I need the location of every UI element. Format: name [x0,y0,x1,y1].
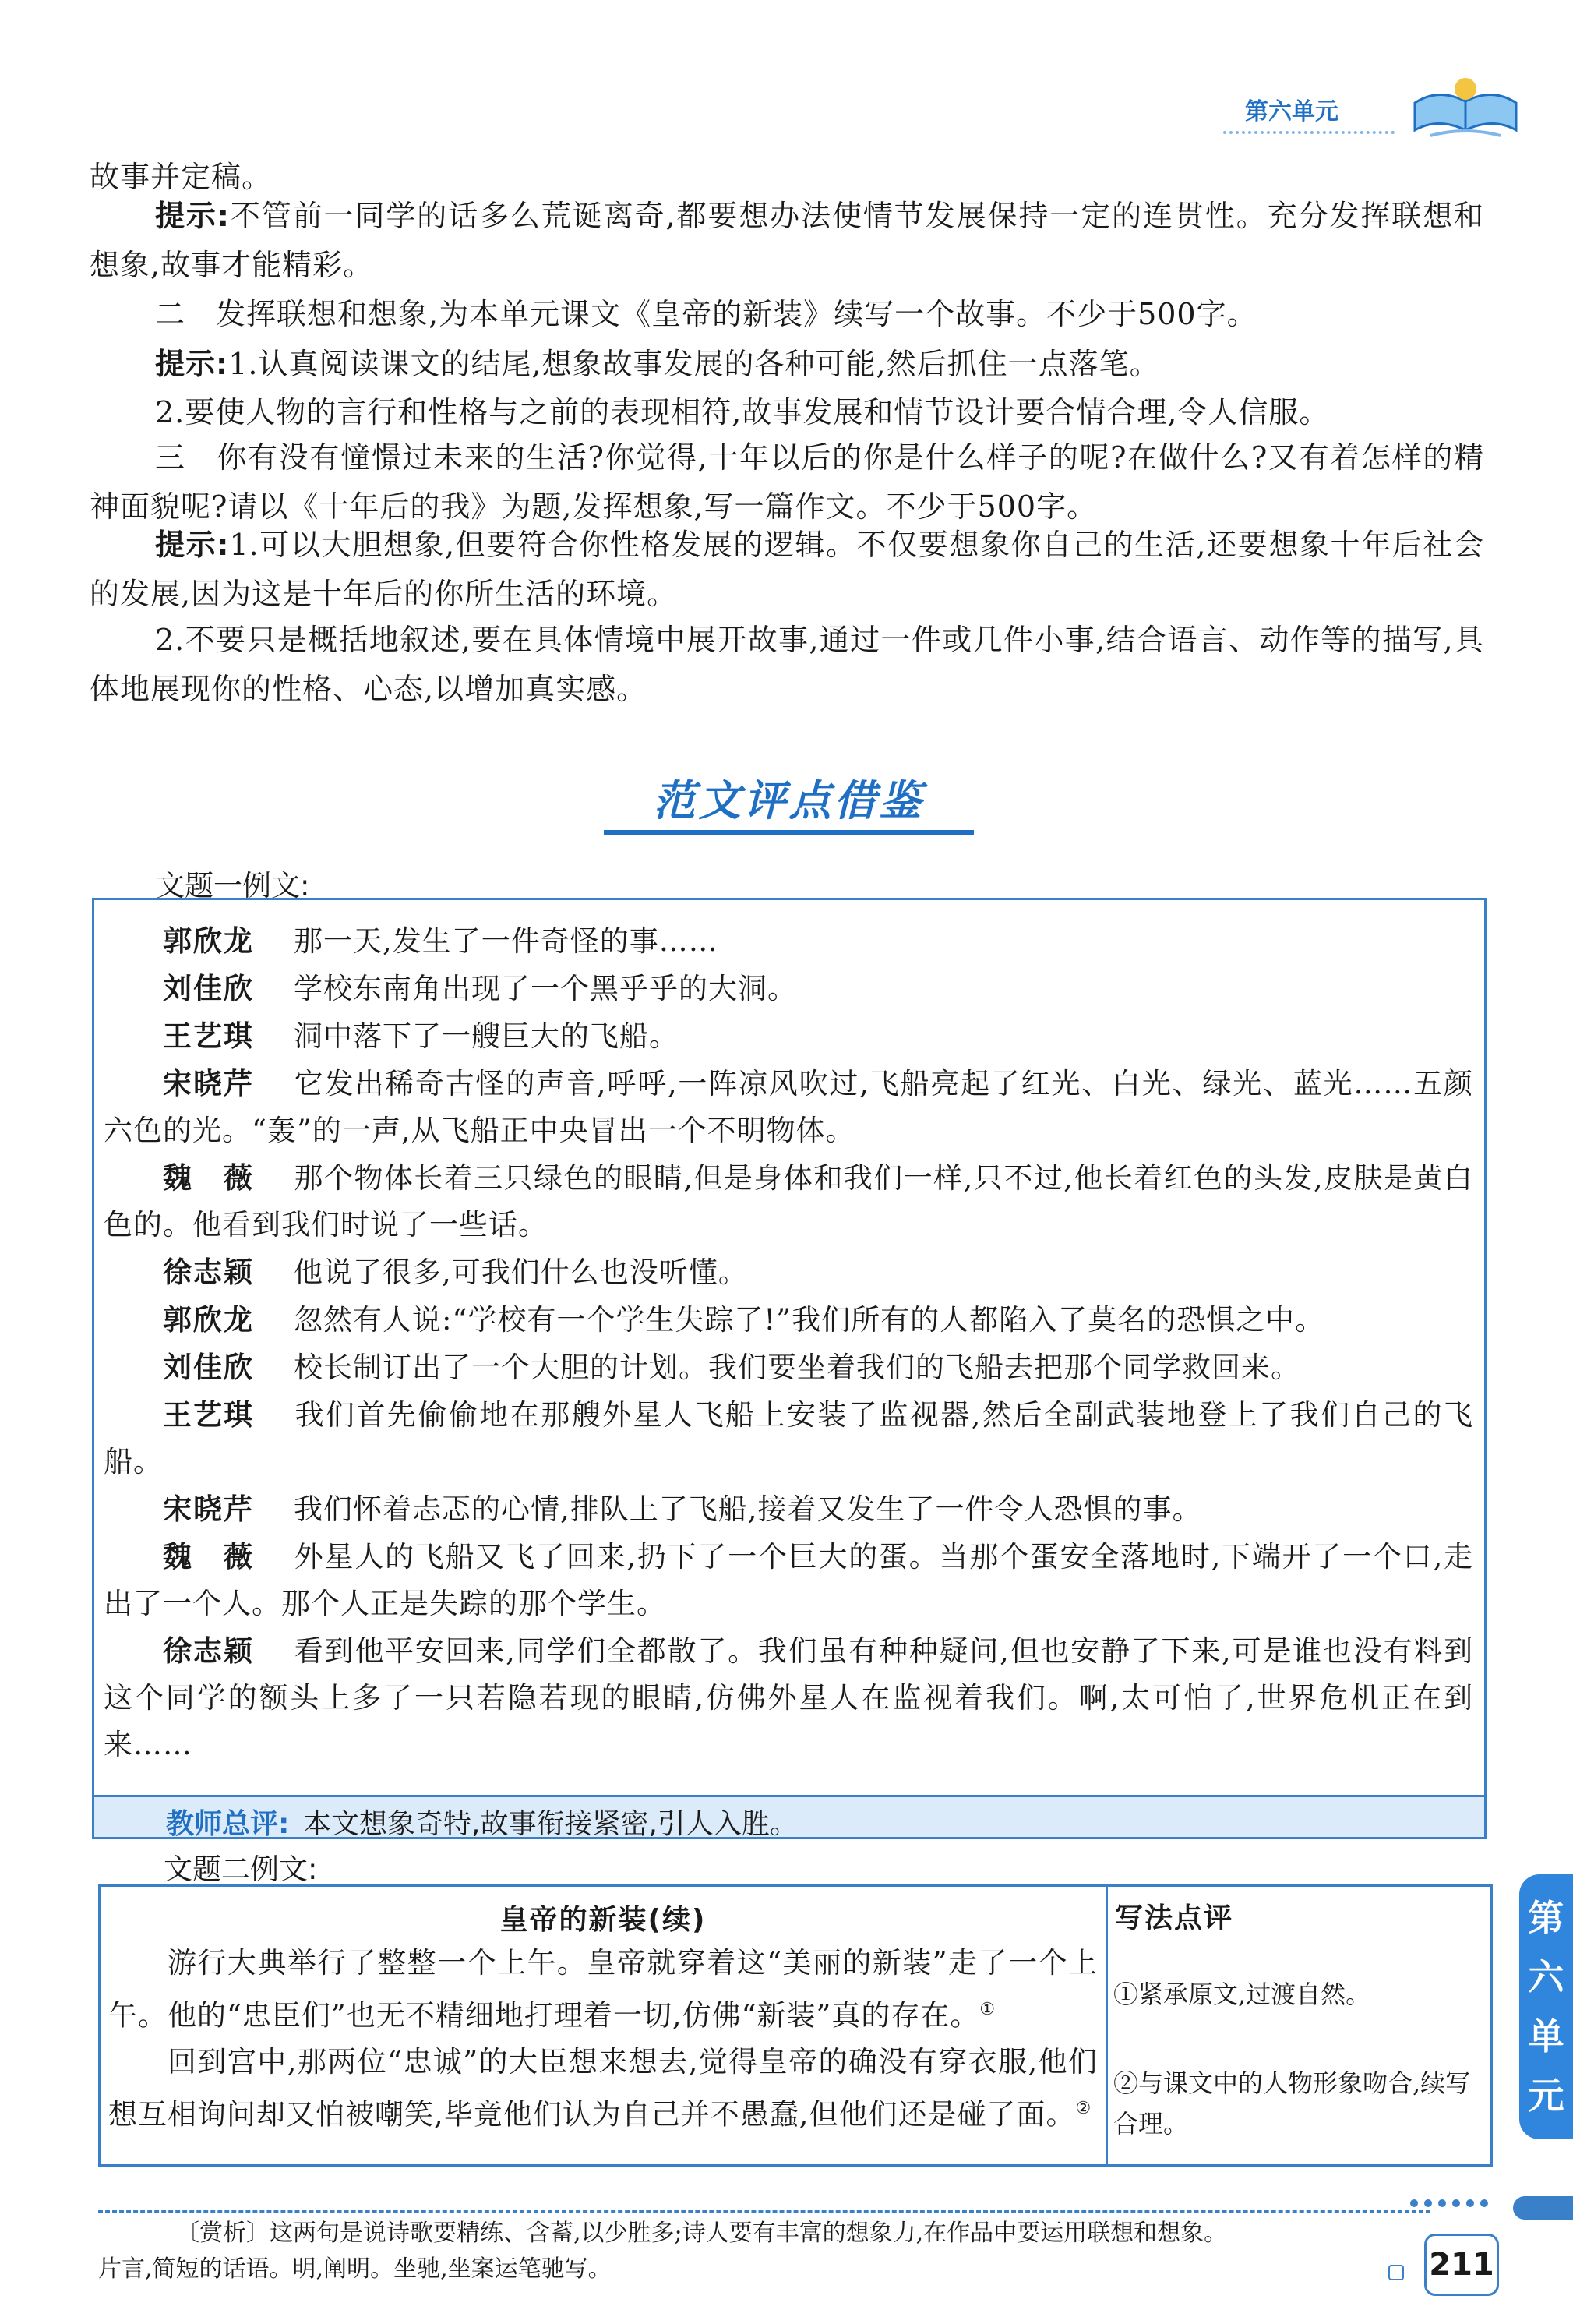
dialogue-line: 刘佳欣 校长制订出了一个大胆的计划。我们要坐着我们的飞船去把那个同学救回来。 [104,1344,1473,1391]
intro-p2: 提示:不管前一同学的话多么荒诞离奇,都要想办法使情节发展保持一定的连贯性。充分发挥联想和想象,故事才能精彩。 [90,199,1484,282]
speaker-name: 刘佳欣 [163,971,254,1005]
side-tab-char: 第 [1528,1897,1564,1939]
dialogue-line: 王艺琪 洞中落下了一艘巨大的飞船。 [104,1012,1473,1060]
side-tab-char: 六 [1528,1956,1564,1998]
dialogue-line: 郭欣龙 忽然有人说:“学校有一个学生失踪了!”我们所有的人都陷入了莫名的恐惧之中。 [104,1296,1473,1344]
dialogue-line: 徐志颖 看到他平安回来,同学们全都散了。我们虽有种种疑问,但也安静了下来,可是谁也没有料到这个同学的额头上多了一只若隐若现的眼睛,仿佛外星人在监视着我们。啊,太可怕了,世界危机正在到来…… [104,1627,1473,1768]
side-tab-char: 单 [1528,2015,1564,2057]
dialogue-line: 魏 薇 外星人的飞船又飞了回来,扔下了一个巨大的蛋。当那个蛋安全落地时,下端开了一个口,走出了一个人。那个人正是失踪的那个学生。 [104,1533,1473,1627]
intro-p5: 2.要使人物的言行和性格与之前的表现相符,故事发展和情节设计要合情合理,令人信服。 [155,395,1330,429]
example1-content [104,917,1473,1768]
section-title-underline [604,830,974,835]
speaker-name: 刘佳欣 [163,1350,254,1384]
comment-note-1: ①紧承原文,过渡自然。 [1113,1980,1371,2009]
annotation-mark: ① [979,2000,996,2019]
page-number: 211 [1424,2234,1499,2296]
example2-label: 文题二例文: [164,1852,318,1886]
speaker-name: 郭欣龙 [163,924,254,958]
dialogue-line: 宋晓芹 它发出稀奇古怪的声音,呼呼,一阵凉风吹过,飞船亮起了红光、白光、绿光、蓝光……五颜六色的光。“轰”的一声,从飞船正中央冒出一个不明物体。 [104,1060,1473,1154]
footnote-line-1: 〔赏析〕这两句是说诗歌要精练、含蓄,以少胜多;诗人要有丰富的想象力,在作品中要运用联想和想象。 [176,2220,1228,2247]
dialogue-line: 郭欣龙 那一天,发生了一件奇怪的事…… [104,917,1473,965]
teacher-comment-bar [94,1795,1484,1840]
intro-p1: 故事并定稿。 [90,160,273,194]
checkbox-icon [1388,2265,1404,2280]
speaker-name: 宋晓芹 [163,1066,254,1100]
intro-p3: 二 发挥联想和想象,为本单元课文《皇帝的新装》续写一个故事。不少于500字。 [155,297,1257,331]
story-title: 皇帝的新装(续) [499,1904,707,1936]
dialogue-line: 魏 薇 那个物体长着三只绿色的眼睛,但是身体和我们一样,只不过,他长着红色的头发,皮肤是黄白色的。他看到我们时说了一些话。 [104,1154,1473,1249]
header-dots [1223,131,1395,134]
intro-p8: 2.不要只是概括地叙述,要在具体情境中展开故事,通过一件或几件小事,结合语言、动作等的描写,具体地展现你的性格、心态,以增加真实感。 [90,623,1484,706]
bottom-tab-stripe [1513,2196,1573,2220]
bottom-dots [1410,2199,1488,2207]
hint-label: 提示: [155,347,229,381]
speaker-name: 魏 薇 [163,1160,254,1195]
speaker-name: 徐志颖 [163,1634,254,1668]
example2-box [98,1884,1493,2167]
footnote [98,2216,1423,2287]
dialogue-line: 王艺琪 我们首先偷偷地在那艘外星人飞船上安装了监视器,然后全副武装地登上了我们自己的飞船。 [104,1391,1473,1485]
story-text [108,1940,1098,2139]
intro-p7: 提示:1.可以大胆想象,但要符合你性格发展的逻辑。不仅要想象你自己的生活,还要想象十年后社会的发展,因为这是十年后的你所生活的环境。 [90,528,1485,611]
speaker-name: 徐志颖 [163,1255,254,1289]
example1-box [92,898,1487,1839]
unit-side-tab [1519,1874,1573,2139]
story-paragraph: 回到宫中,那两位“忠诚”的大臣想来想去,觉得皇帝的确没有穿衣服,他们想互相询问却又怕被嘲笑,毕竟他们认为自己并不愚蠢,但他们还是碰了面。② [108,2045,1098,2132]
unit-header [1223,86,1550,140]
teacher-comment-label: 教师总评: [166,1808,290,1840]
speaker-name: 宋晓芹 [163,1492,254,1526]
intro-p6: 三 你有没有憧憬过未来的生活?你觉得,十年以后的你是什么样子的呢?在做什么?又有着怎样的精神面貌呢?请以《十年后的我》为题,发挥想象,写一篇作文。不少于500字。 [90,440,1484,524]
intro-p4: 提示:1.认真阅读课文的结尾,想象故事发展的各种可能,然后抓住一点落笔。 [155,347,1160,381]
bottom-divider [98,2210,1430,2213]
hint-label: 提示: [155,528,230,562]
speaker-name: 郭欣龙 [163,1302,254,1337]
speaker-name: 王艺琪 [163,1397,254,1432]
side-tab-char: 元 [1528,2075,1564,2117]
hint-label: 提示: [155,199,230,233]
dialogue-line: 宋晓芹 我们怀着忐忑的心情,排队上了飞船,接着又发生了一件令人恐惧的事。 [104,1485,1473,1533]
section-title: 范文评点借鉴 [604,768,974,830]
book-icon [1407,72,1524,142]
unit-label: 第六单元 [1245,98,1338,125]
comment-note-2: ②与课文中的人物形象吻合,续写合理。 [1113,2068,1471,2139]
comment-column-title: 写法点评 [1115,1902,1234,1934]
column-divider [1106,1887,1108,2164]
teacher-comment-text: 本文想象奇特,故事衔接紧密,引人入胜。 [303,1808,798,1840]
footnote-line-2: 片言,简短的话语。明,阐明。坐驰,坐案运笔驰写。 [98,2255,612,2283]
speaker-name: 王艺琪 [163,1019,254,1053]
speaker-name: 魏 薇 [163,1539,254,1573]
example1-label: 文题一例文: [156,869,310,902]
dialogue-line: 刘佳欣 学校东南角出现了一个黑乎乎的大洞。 [104,965,1473,1012]
annotation-mark: ② [1075,2099,1092,2119]
story-paragraph: 游行大典举行了整整一个上午。皇帝就穿着这“美丽的新装”走了一个上午。他的“忠臣们”也无不精细地打理着一切,仿佛“新装”真的存在。① [108,1946,1098,2033]
dialogue-line: 徐志颖 他说了很多,可我们什么也没听懂。 [104,1249,1473,1296]
